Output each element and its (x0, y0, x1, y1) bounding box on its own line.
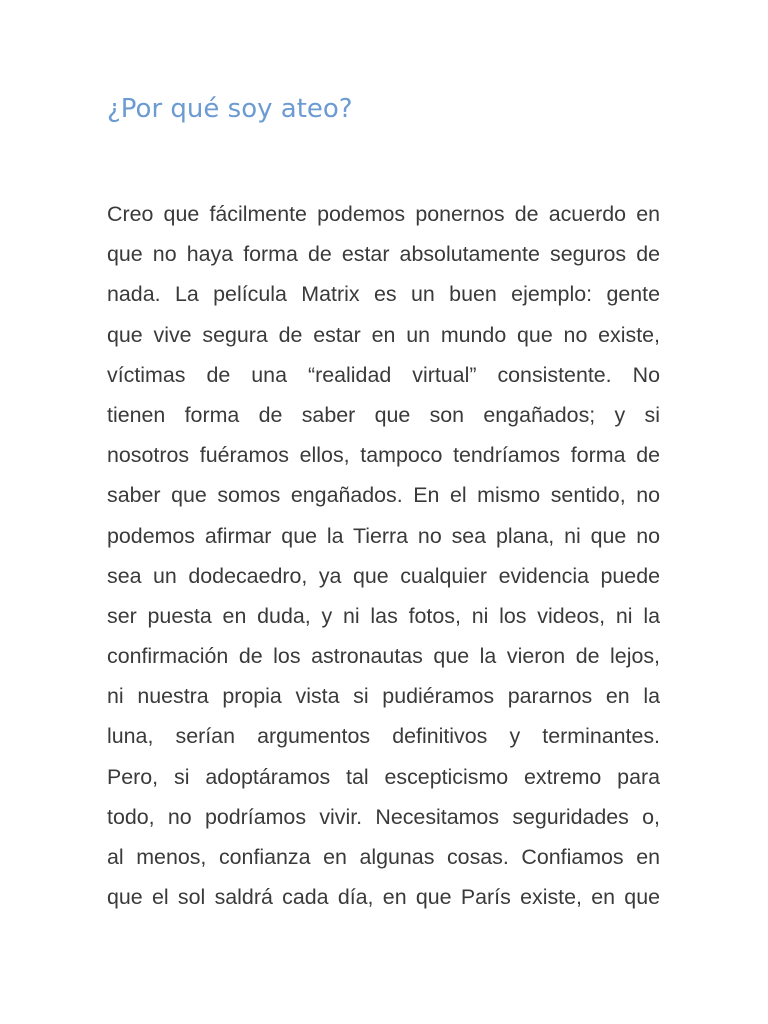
body-line: que vive segura de estar en un mundo que no existe, (107, 322, 660, 347)
document-title: ¿Por qué soy ateo? (107, 94, 353, 124)
body-line: al menos, confianza en algunas cosas. Confiamos en (107, 845, 660, 869)
body-line: Creo que fácilmente podemos ponernos de acuerdo en (107, 202, 660, 226)
body-line: que no haya forma de estar absolutamente seguros de (107, 242, 660, 267)
body-line: que el sol saldrá cada día, en que París existe, en que (107, 885, 660, 910)
body-line: saber que somos engañados. En el mismo sentido, no (107, 483, 660, 508)
body-line: tienen forma de saber que son engañados; y si (107, 402, 660, 427)
body-line: podemos afirmar que la Tierra no sea plana, ni que no (107, 523, 660, 548)
body-line: nosotros fuéramos ellos, tampoco tendríamos forma de (107, 443, 660, 468)
body-line: víctimas de una “realidad virtual” consistente. No (107, 362, 660, 387)
body-line: ser puesta en duda, y ni las fotos, ni los videos, ni la (107, 603, 660, 628)
body-line: nada. La película Matrix es un buen ejemplo: gente (107, 282, 660, 307)
body-line: ni nuestra propia vista si pudiéramos pararnos en la (107, 684, 660, 709)
body-line: sea un dodecaedro, ya que cualquier evidencia puede (107, 563, 660, 588)
body-line: luna, serían argumentos definitivos y terminantes. (107, 724, 660, 749)
document-body (107, 194, 660, 917)
body-line: Pero, si adoptáramos tal escepticismo extremo para (107, 764, 660, 789)
body-line: todo, no podríamos vivir. Necesitamos seguridades o, (107, 804, 660, 829)
body-line: confirmación de los astronautas que la vieron de lejos, (107, 644, 660, 669)
